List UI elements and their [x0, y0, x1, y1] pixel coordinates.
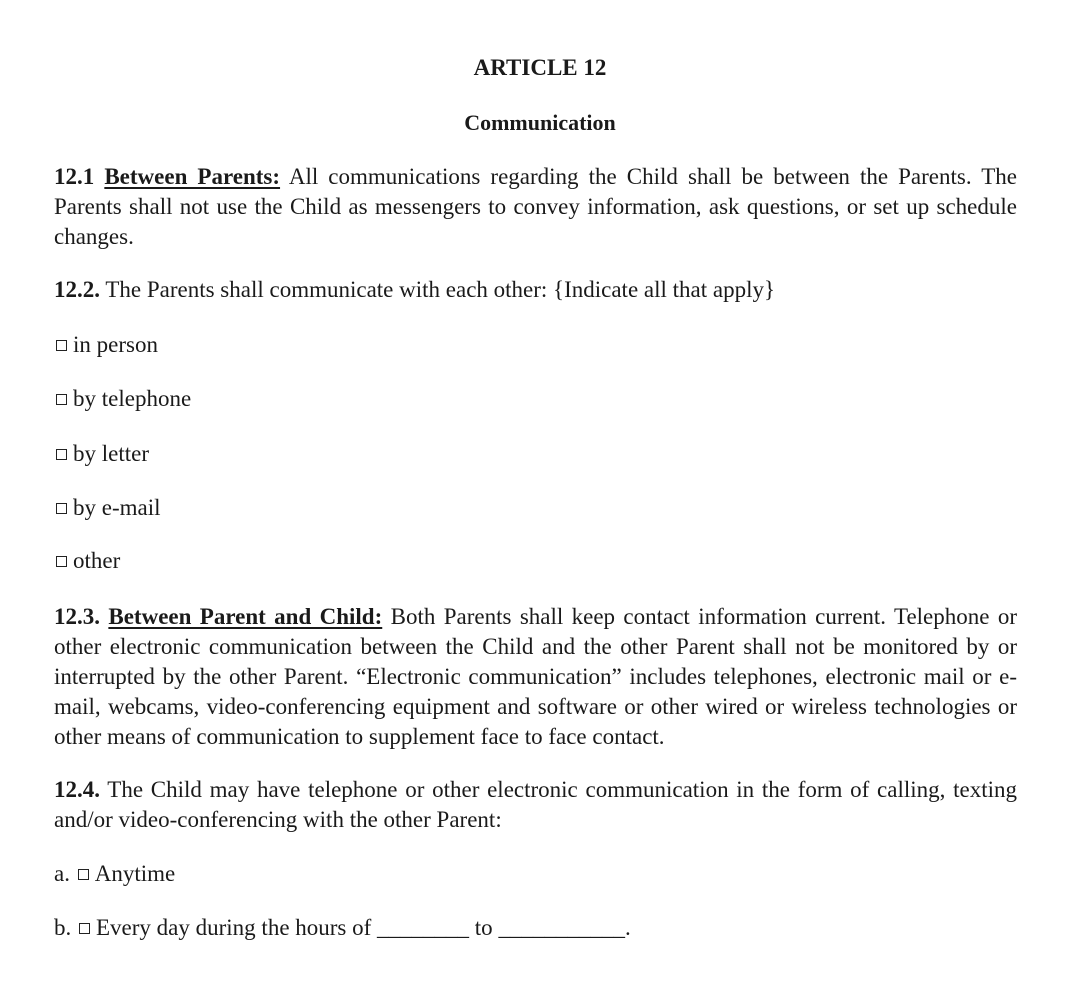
- option-label: by letter: [73, 441, 149, 466]
- option-label: Every day during the hours of: [96, 915, 372, 940]
- section-number: 12.3.: [54, 604, 100, 629]
- option-label: by telephone: [73, 386, 192, 411]
- checkbox-by-telephone[interactable]: [56, 394, 67, 405]
- option-by-telephone: [54, 384, 191, 414]
- section-number: 12.4.: [54, 777, 100, 802]
- option-letter: a.: [54, 861, 70, 886]
- section-12-1: [54, 162, 1017, 252]
- section-text: The Child may have telephone or other electronic communication in the form of calling, texting and/or video-conferencing with the other Parent:: [54, 777, 1017, 832]
- section-text: All communications regarding the Child shall be between the Parents. The Parents shall not use the Child as messengers to convey information, ask questions, or set up schedule changes.: [54, 164, 1018, 249]
- section-text: Both Parents shall keep contact information current. Telephone or other electronic communication between the Child and the other Parent shall not be monitored by or interrupted by the other Parent. “Electronic communication” includes telephones, electronic mail or e-mail, webcams, video-conferencing equipment and software or other wired or wireless technologies or other means of communication to supplement face to face contact.: [54, 604, 1017, 749]
- option-label: in person: [73, 332, 158, 357]
- checkbox-by-email[interactable]: [56, 503, 67, 514]
- option-by-email: [54, 493, 161, 523]
- section-12-2: [54, 275, 1017, 305]
- option-label: by e-mail: [73, 495, 161, 520]
- section-number: 12.1: [54, 164, 95, 189]
- checkbox-anytime[interactable]: [78, 869, 89, 880]
- option-other: [54, 546, 120, 576]
- checkbox-by-letter[interactable]: [56, 449, 67, 460]
- article-subtitle: Communication: [464, 110, 616, 135]
- hours-from-blank[interactable]: ________: [377, 915, 470, 940]
- option-by-letter: [54, 439, 149, 469]
- section-number: 12.2.: [54, 277, 100, 302]
- section-heading: Between Parent and Child:: [108, 604, 383, 629]
- article-title: ARTICLE 12: [473, 55, 607, 80]
- checkbox-other[interactable]: [56, 556, 67, 567]
- option-every-day: [54, 913, 631, 943]
- section-12-3: [54, 602, 1017, 752]
- option-letter: b.: [54, 915, 72, 940]
- option-in-person: [54, 330, 158, 360]
- section-text: The Parents shall communicate with each other: {Indicate all that apply}: [100, 277, 776, 302]
- hours-to-blank[interactable]: ___________.: [498, 915, 631, 940]
- option-anytime: [54, 859, 175, 889]
- section-12-4: [54, 775, 1017, 835]
- section-heading: Between Parents:: [104, 164, 281, 189]
- checkbox-in-person[interactable]: [56, 340, 67, 351]
- hours-to-label: to: [474, 915, 493, 940]
- checkbox-every-day[interactable]: [79, 923, 90, 934]
- option-label: other: [73, 548, 121, 573]
- option-label: Anytime: [94, 861, 176, 886]
